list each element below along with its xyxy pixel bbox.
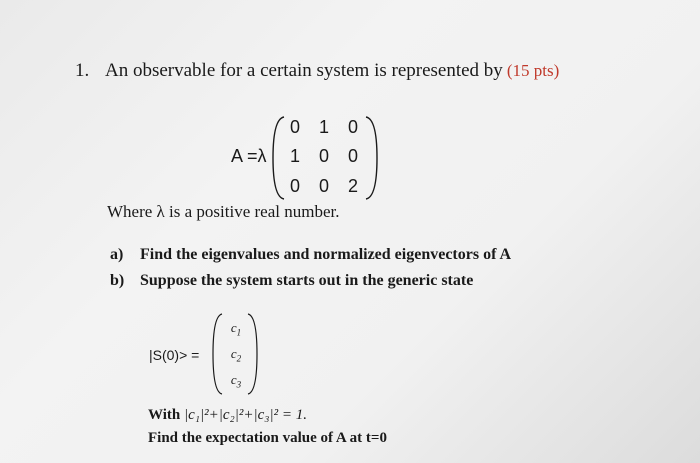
normalization-prefix: With [148,407,181,423]
matrix-cell-r3c3: 2 [347,176,358,196]
part-a-text: Find the eigenvalues and normalized eigenvectors of A [140,246,512,263]
question-number: 1. [75,60,90,81]
matrix-cell-r3c1: 0 [289,176,300,196]
part-b-label: b) [110,272,125,289]
points-label: (15 pts) [506,61,560,80]
normalization-expression: |c₁|²+|c₂|²+|c₃|² = 1. [183,407,307,423]
matrix-cell-r2c1: 1 [289,146,300,166]
state-label: |S(0)> = [149,347,200,363]
state-vector [210,310,260,398]
state-component-2: $c_2$ [230,346,242,364]
matrix-cell-r2c3: 0 [347,146,358,166]
matrix-cell-r3c2: 0 [318,176,329,196]
matrix-cell-r2c2: 0 [318,146,329,166]
normalization-line [148,407,307,424]
state-component-3: $c_3$ [230,372,242,390]
question-text [105,60,559,82]
matrix-cell-r1c2: 1 [318,117,329,137]
final-question: Find the expectation value of A at t=0 [148,430,387,446]
matrix-a [270,113,380,203]
matrix-cell-r1c1: 0 [289,117,300,137]
part-a-label: a) [110,246,124,263]
matrix-a-label: A =λ [231,146,267,166]
question-body: An observable for a certain system is represented by [105,60,503,81]
part-b-text: Suppose the system starts out in the generic state [140,272,474,289]
state-component-1: $c_1$ [230,320,242,338]
matrix-cell-r1c3: 0 [347,117,358,137]
where-text: Where λ is a positive real number. [107,202,340,221]
